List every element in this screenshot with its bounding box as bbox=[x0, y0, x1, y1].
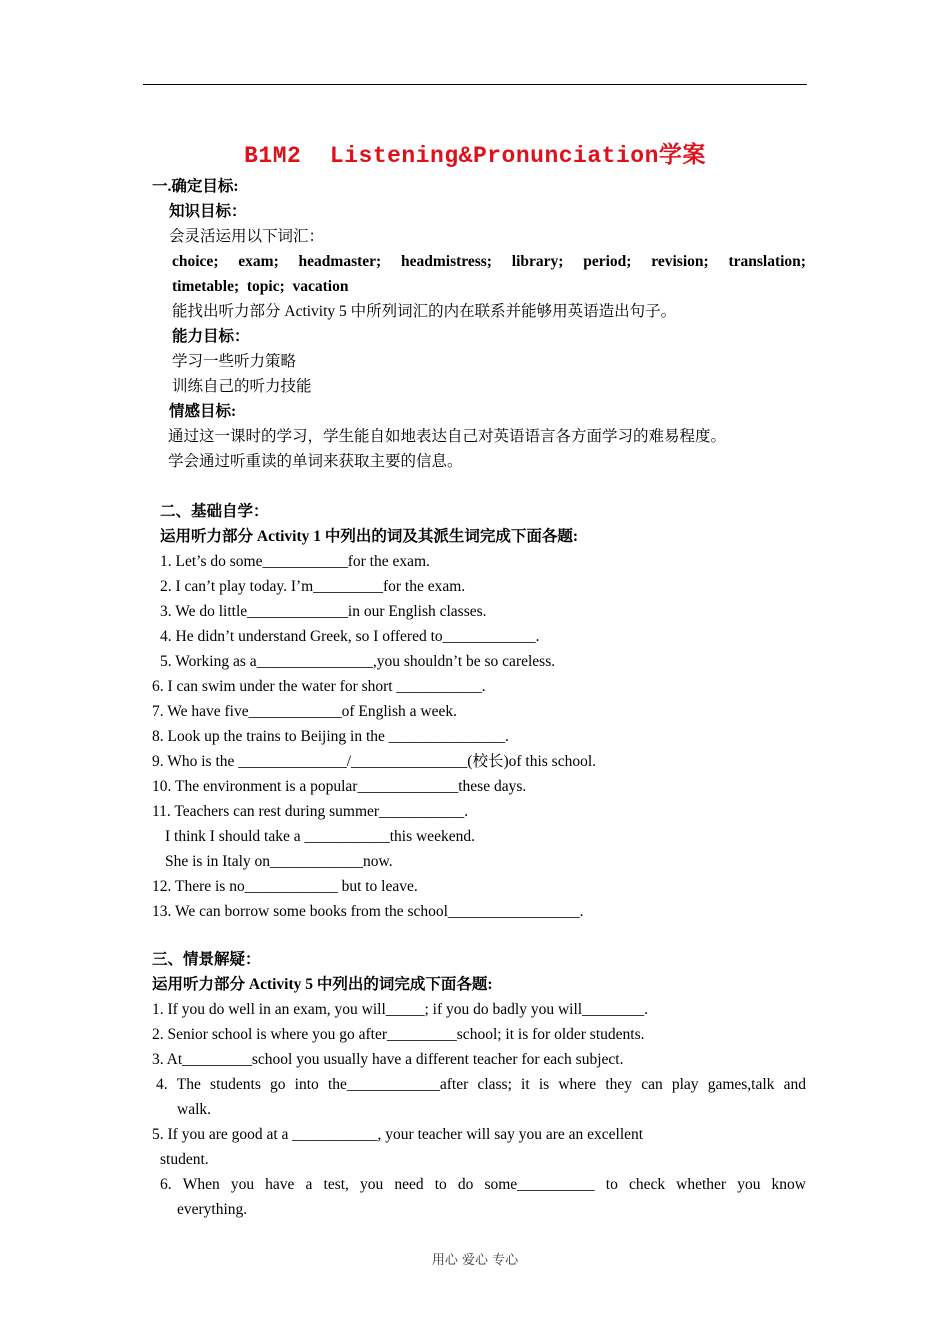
word: play bbox=[671, 1076, 699, 1093]
word: class; bbox=[477, 1076, 512, 1093]
word: to bbox=[434, 1176, 447, 1193]
exercise-item-continuation: student. bbox=[160, 1151, 209, 1168]
exercise-item: 1. Let’s do some___________for the exam. bbox=[160, 553, 430, 570]
section2-instruction: 运用听力部分 Activity 1 中列出的词及其派生词完成下面各题: bbox=[160, 528, 579, 545]
exercise-item-continuation: everything. bbox=[177, 1201, 248, 1218]
vocab-word: exam; bbox=[238, 253, 279, 270]
section3-instruction: 运用听力部分 Activity 5 中列出的词完成下面各题: bbox=[152, 976, 493, 993]
exercise-item: 5. Working as a_______________,you shouldn’t be so careless. bbox=[160, 653, 556, 670]
word: When bbox=[182, 1176, 220, 1193]
exercise-item-continuation: walk. bbox=[177, 1101, 212, 1118]
word: need bbox=[394, 1176, 424, 1193]
word: and bbox=[783, 1076, 806, 1093]
word: go bbox=[270, 1076, 286, 1093]
exercise-item: 8. Look up the trains to Beijing in the _______________. bbox=[152, 728, 509, 745]
exercise-item: 12. There is no____________ but to leave. bbox=[152, 878, 418, 895]
emotion-item: 学会通过听重读的单词来获取主要的信息。 bbox=[168, 453, 463, 470]
word: 4. bbox=[156, 1076, 168, 1093]
word: do bbox=[457, 1176, 474, 1193]
vocab-word: headmaster; bbox=[298, 253, 382, 270]
exercise-item: 5. If you are good at a ___________, your teacher will say you are an excellent bbox=[152, 1126, 644, 1143]
word: you bbox=[230, 1176, 255, 1193]
word: whether bbox=[676, 1176, 727, 1193]
word: 6. bbox=[160, 1176, 172, 1193]
word: a bbox=[305, 1176, 313, 1193]
emotion-item: 通过这一课时的学习，学生能自如地表达自己对英语语言各方面学习的难易程度。 bbox=[168, 428, 727, 445]
ability-heading: 能力目标： bbox=[172, 328, 250, 345]
word: have bbox=[265, 1176, 295, 1193]
word: it bbox=[521, 1076, 530, 1093]
exercise-item: 9. Who is the ______________/_______________(校长)of this school. bbox=[152, 753, 597, 770]
section2-heading: 二、基础自学： bbox=[160, 503, 269, 520]
word: the____________after bbox=[327, 1076, 469, 1093]
word: where bbox=[558, 1076, 597, 1093]
exercise-item: 7. We have five____________of English a week. bbox=[152, 703, 457, 720]
word: check bbox=[628, 1176, 666, 1193]
ability-item: 学习一些听力策略 bbox=[172, 353, 297, 370]
ability-item: 训练自己的听力技能 bbox=[172, 378, 312, 395]
word: is bbox=[538, 1076, 550, 1093]
exercise-item-6 bbox=[160, 1175, 806, 1195]
exercise-item: 11. Teachers can rest during summer___________. bbox=[152, 803, 469, 820]
word: you bbox=[737, 1176, 761, 1193]
exercise-item: I think I should take a ___________this weekend. bbox=[165, 828, 475, 845]
exercise-item: 3. We do little_____________in our English classes. bbox=[160, 603, 487, 620]
exercise-item: 4. He didn’t understand Greek, so I offered to____________. bbox=[160, 628, 540, 645]
section1-heading: 一.确定目标: bbox=[152, 178, 239, 195]
exercise-item: She is in Italy on____________now. bbox=[165, 853, 393, 870]
word: games,talk bbox=[707, 1076, 775, 1093]
exercise-item: 10. The environment is a popular_____________these days. bbox=[152, 778, 527, 795]
exercise-item: 2. Senior school is where you go after_________school; it is for older students. bbox=[152, 1026, 645, 1043]
vocab-row-1 bbox=[172, 252, 806, 272]
word: you bbox=[360, 1176, 384, 1193]
word: into bbox=[294, 1076, 319, 1093]
page-title: B1M2 Listening&Pronunciation学案 bbox=[244, 143, 706, 169]
vocab-row-2: timetable; topic; vacation bbox=[172, 278, 349, 295]
header-rule bbox=[143, 84, 807, 85]
word: can bbox=[641, 1076, 663, 1093]
page-footer: 用心 爱心 专心 bbox=[431, 1253, 519, 1268]
exercise-item: 3. At_________school you usually have a different teacher for each subject. bbox=[152, 1051, 624, 1068]
word: some__________ bbox=[484, 1176, 595, 1193]
section3-heading: 三、情景解疑： bbox=[152, 951, 261, 968]
vocab-word: library; bbox=[511, 253, 564, 270]
vocab-word: revision; bbox=[651, 253, 709, 270]
knowledge-heading: 知识目标： bbox=[169, 203, 247, 220]
word: to bbox=[605, 1176, 618, 1193]
vocab-word: translation; bbox=[728, 253, 806, 270]
emotion-heading: 情感目标: bbox=[169, 403, 237, 420]
word: students bbox=[210, 1076, 261, 1093]
word: they bbox=[605, 1076, 633, 1093]
exercise-item: 13. We can borrow some books from the school_________________. bbox=[152, 903, 584, 920]
word: know bbox=[771, 1176, 806, 1193]
exercise-item-4 bbox=[156, 1075, 806, 1095]
knowledge-goal: 能找出听力部分 Activity 5 中所列词汇的内在联系并能够用英语造出句子。 bbox=[172, 303, 677, 320]
word: test, bbox=[323, 1176, 349, 1193]
vocab-word: choice; bbox=[172, 253, 219, 270]
exercise-item: 6. I can swim under the water for short ___________. bbox=[152, 678, 486, 695]
exercise-item: 1. If you do well in an exam, you will_____; if you do badly you will________. bbox=[152, 1001, 648, 1018]
vocab-word: headmistress; bbox=[400, 253, 492, 270]
vocab-word: period; bbox=[583, 253, 632, 270]
word: The bbox=[176, 1076, 201, 1093]
knowledge-intro: 会灵活运用以下词汇： bbox=[169, 228, 325, 245]
exercise-item: 2. I can’t play today. I’m_________for the exam. bbox=[160, 578, 466, 595]
